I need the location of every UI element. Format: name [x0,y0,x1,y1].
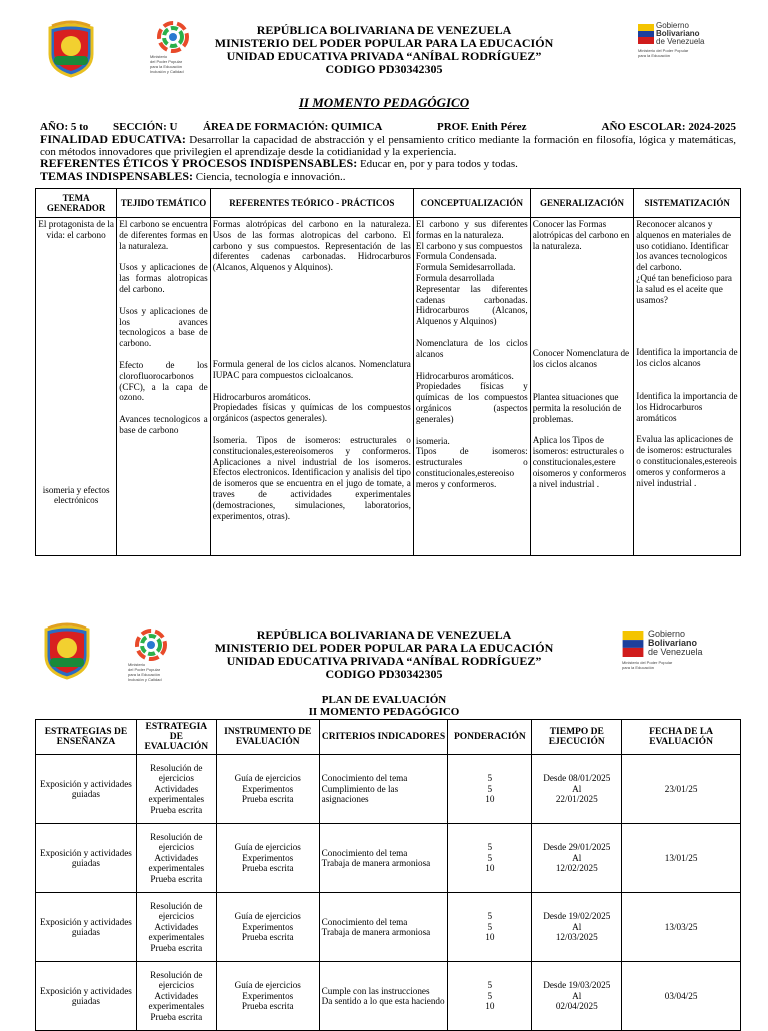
header2-line-2: MINISTERIO DEL PODER POPULAR PARA LA EDUCACIÓN [214,641,554,655]
header-line-3: UNIDAD EDUCATIVA PRIVADA “ANÍBAL RODRÍGUEZ” [226,49,542,63]
temas: TEMAS INDISPENSABLES: Ciencia, tecnología e innovación.. [40,168,346,183]
col-header-generalizacion: GENERALIZACIÓN [530,189,634,218]
cell-tiempo: Desde 29/01/2025 Al 12/02/2025 [532,824,622,893]
cell-estrategia: Resolución de ejercicios Actividades experimentales Prueba escrita [136,893,216,962]
col-header-tema: TEMA GENERADOR [36,189,117,218]
col-header-fecha: FECHA DE LA EVALUACIÓN [622,720,741,755]
col-header-tiempo: TIEMPO DE EJECUCIÓN [532,720,622,755]
table-row [36,893,741,962]
cell-estrategia: Resolución de ejercicios Actividades experimentales Prueba escrita [136,962,216,1031]
cell-ensenanza: Exposición y actividades guiadas [36,962,137,1031]
area-label: ÁREA DE FORMACIÓN: QUIMICA [203,121,383,133]
cell-ensenanza: Exposición y actividades guiadas [36,893,137,962]
info-block [40,122,736,183]
col-header-sistematizacion: SISTEMATIZACIÓN [634,189,741,218]
cell-tema: El protagonista de la vida: el carbono isomeria y efectos electrónicos [36,218,117,556]
header2-line-3: UNIDAD EDUCATIVA PRIVADA “ANÍBAL RODRÍGUEZ” [226,654,542,668]
col-header-criterios: CRITERIOS INDICADORES [319,720,448,755]
plan-title: PLAN DE EVALUACIÓN [321,694,447,706]
ministry-logo-text: Ministerio del Poder Popular para la Educación Inclusión y Calidad [150,54,184,74]
col-header-conceptualizacion: CONCEPTUALIZACIÓN [413,189,530,218]
evaluation-table [35,719,741,1031]
gobierno-logo-2: Gobierno Bolivariano de Venezuela Ministerio del Poder Popular para la Educación [622,629,703,670]
cell-ponderacion: 5 5 10 [448,824,532,893]
cell-ponderacion: 5 5 10 [448,755,532,824]
cell-fecha: 03/04/25 [622,962,741,1031]
col-header-instrumento: INSTRUMENTO DE EVALUACIÓN [216,720,319,755]
referentes: REFERENTES ÉTICOS Y PROCESOS INDISPENSABLES: Educar en, por y para todos y todas. [40,156,518,170]
cell-ponderacion: 5 5 10 [448,893,532,962]
cell-conceptualizacion: El carbono y sus diferentes formas en la naturaleza. El carbono y sus compuestos Formula Condensada. Formula Semidesarrollada. Formula desarrollada Representar las diferentes cadenas carbonadas. Hidrocarburos (Alcanos, Alquenos y Alquinos) Nomenclatura de los ciclos alcanos Hidrocarburos aromáticos. Propiedades físicas y químicas de los compuestos orgánicos (aspectos generales) isomeria. Tipos de isomeros: estructurales o constitucionales,estereoiso meros y conformeros. [413,218,530,556]
table-row [36,962,741,1031]
header-line-2: MINISTERIO DEL PODER POPULAR PARA LA EDUCACIÓN [214,36,554,50]
cell-generalizacion: Conocer las Formas alotrópicas del carbono en la naturaleza. Conocer Nomenclatura de los ciclos alcanos Plantea situaciones que permita la resolución de problemas. Aplica los Tipos de isomeros: estructurales o constitucionales,estere oisomeros y conformeros a nivel industrial . [530,218,634,556]
cell-tiempo: Desde 19/03/2025 Al 02/04/2025 [532,962,622,1031]
table-row [36,824,741,893]
seccion-label: SECCIÓN: U [113,121,178,133]
cell-sistematizacion: Reconocer alcanos y alquenos en materiales de uso cotidiano. Identificar los avances tecnologicos del carbono. ¿Qué tan beneficioso para la salud es el aceite que usamos? Identifica la importancia de los ciclos alcanos Identifica la importancia de los Hidrocarburos aromáticos Evalua las aplicaciones de de isomeros: estructurales o constitucionales,estereois omeros y conformeros a nivel industrial . [634,218,741,556]
planning-table [35,188,741,556]
cell-tiempo: Desde 08/01/2025 Al 22/01/2025 [532,755,622,824]
table-row [36,755,741,824]
col-header-ponderacion: PONDERACIÓN [448,720,532,755]
cell-tiempo: Desde 19/02/2025 Al 12/03/2025 [532,893,622,962]
prof-label: PROF. Enith Pérez [437,121,527,133]
cell-criterios: Conocimiento del tema Trabaja de manera armoniosa [319,824,448,893]
col-header-tejido: TEJIDO TEMÁTICO [117,189,210,218]
cell-fecha: 13/03/25 [622,893,741,962]
cell-estrategia: Resolución de ejercicios Actividades experimentales Prueba escrita [136,755,216,824]
col-header-ensenanza: ESTRATEGIAS DE ENSEÑANZA [36,720,137,755]
cell-instrumento: Guía de ejercicios Experimentos Prueba escrita [216,755,319,824]
cell-ponderacion: 5 5 10 [448,962,532,1031]
ano-label: AÑO: 5 to [40,121,89,133]
cell-tejido: El carbono se encuentra de diferentes formas en la naturaleza. Usos y aplicaciones de las formas alotropicas del carbono. Usos y aplicaciones de los avances tecnologicos a base de carbono. Efecto de los clorofluorocarbonos (CFC), a la capa de ozono. Avances tecnologicos a base de carbono [117,218,210,556]
cell-instrumento: Guía de ejercicios Experimentos Prueba escrita [216,824,319,893]
header2-line-4: CODIGO PD30342305 [325,667,443,681]
cell-referentes: Formas alotrópicas del carbono en la naturaleza. Usos de las formas alotropicas del carbono. El carbono y sus compuestos. Representación de las diferentes cadenas carbonadas. Hidrocarburos (Alcanos, Alquenos y Alquinos). Formula general de los ciclos alcanos. Nomenclatura IUPAC para compuestos cicloalcanos. Hidrocarburos aromáticos. Propiedades físicas y químicas de los compuestos orgánicos (aspectos generales). Isomeria. Tipos de isomeros: estructurales o constitucionales,estereoisomeros y conformeros. Aplicaciones a nivel industrial de los isomeros. Efectos electronicos. Identificacion y analisis del tipo de isomeros que se encuentra en el jugo de tomate, a traves de actividades experimentales (demostraciones, simulaciones, laboratorios, experimentos, otras). [210,218,413,556]
plan-subtitle: II MOMENTO PEDAGÓGICO [308,706,460,718]
gobierno-logo: Gobierno Bolivariano de Venezuela Ministerio del Poder Popular para la Educación [638,21,705,58]
cell-fecha: 23/01/25 [622,755,741,824]
cell-criterios: Cumple con las instrucciones Da sentido a lo que esta haciendo [319,962,448,1031]
cell-instrumento: Guía de ejercicios Experimentos Prueba escrita [216,893,319,962]
ano-escolar-label: AÑO ESCOLAR: 2024-2025 [601,121,736,133]
ministry-logo-2: Ministerio del Poder Popular para la Educación Inclusión y Calidad [128,628,174,682]
cell-ensenanza: Exposición y actividades guiadas [36,824,137,893]
col-header-estrategia: ESTRATEGIA DE EVALUACIÓN [136,720,216,755]
cell-fecha: 13/01/25 [622,824,741,893]
col-header-referentes: REFERENTES TEÓRICO - PRÁCTICOS [210,189,413,218]
cell-estrategia: Resolución de ejercicios Actividades experimentales Prueba escrita [136,824,216,893]
cell-ensenanza: Exposición y actividades guiadas [36,755,137,824]
header-line-1: REPÚBLICA BOLIVARIANA DE VENEZUELA [256,23,512,37]
cell-instrumento: Guía de ejercicios Experimentos Prueba escrita [216,962,319,1031]
cell-criterios: Conocimiento del tema Cumplimiento de las asignaciones [319,755,448,824]
header2-line-1: REPÚBLICA BOLIVARIANA DE VENEZUELA [256,628,512,642]
finalidad: FINALIDAD EDUCATIVA: Desarrollar la capacidad de abstracción y el pensamiento crítico mediante la formación en filosofía, lógica y matemáticas, con métodos innovadores que privilegien el aprendizaje desde la cotidianidad y la experiencia. [40,132,736,158]
header-line-4: CODIGO PD30342305 [325,62,443,76]
cell-criterios: Conocimiento del tema Trabaja de manera armoniosa [319,893,448,962]
page-title: II MOMENTO PEDAGÓGICO [298,95,470,110]
